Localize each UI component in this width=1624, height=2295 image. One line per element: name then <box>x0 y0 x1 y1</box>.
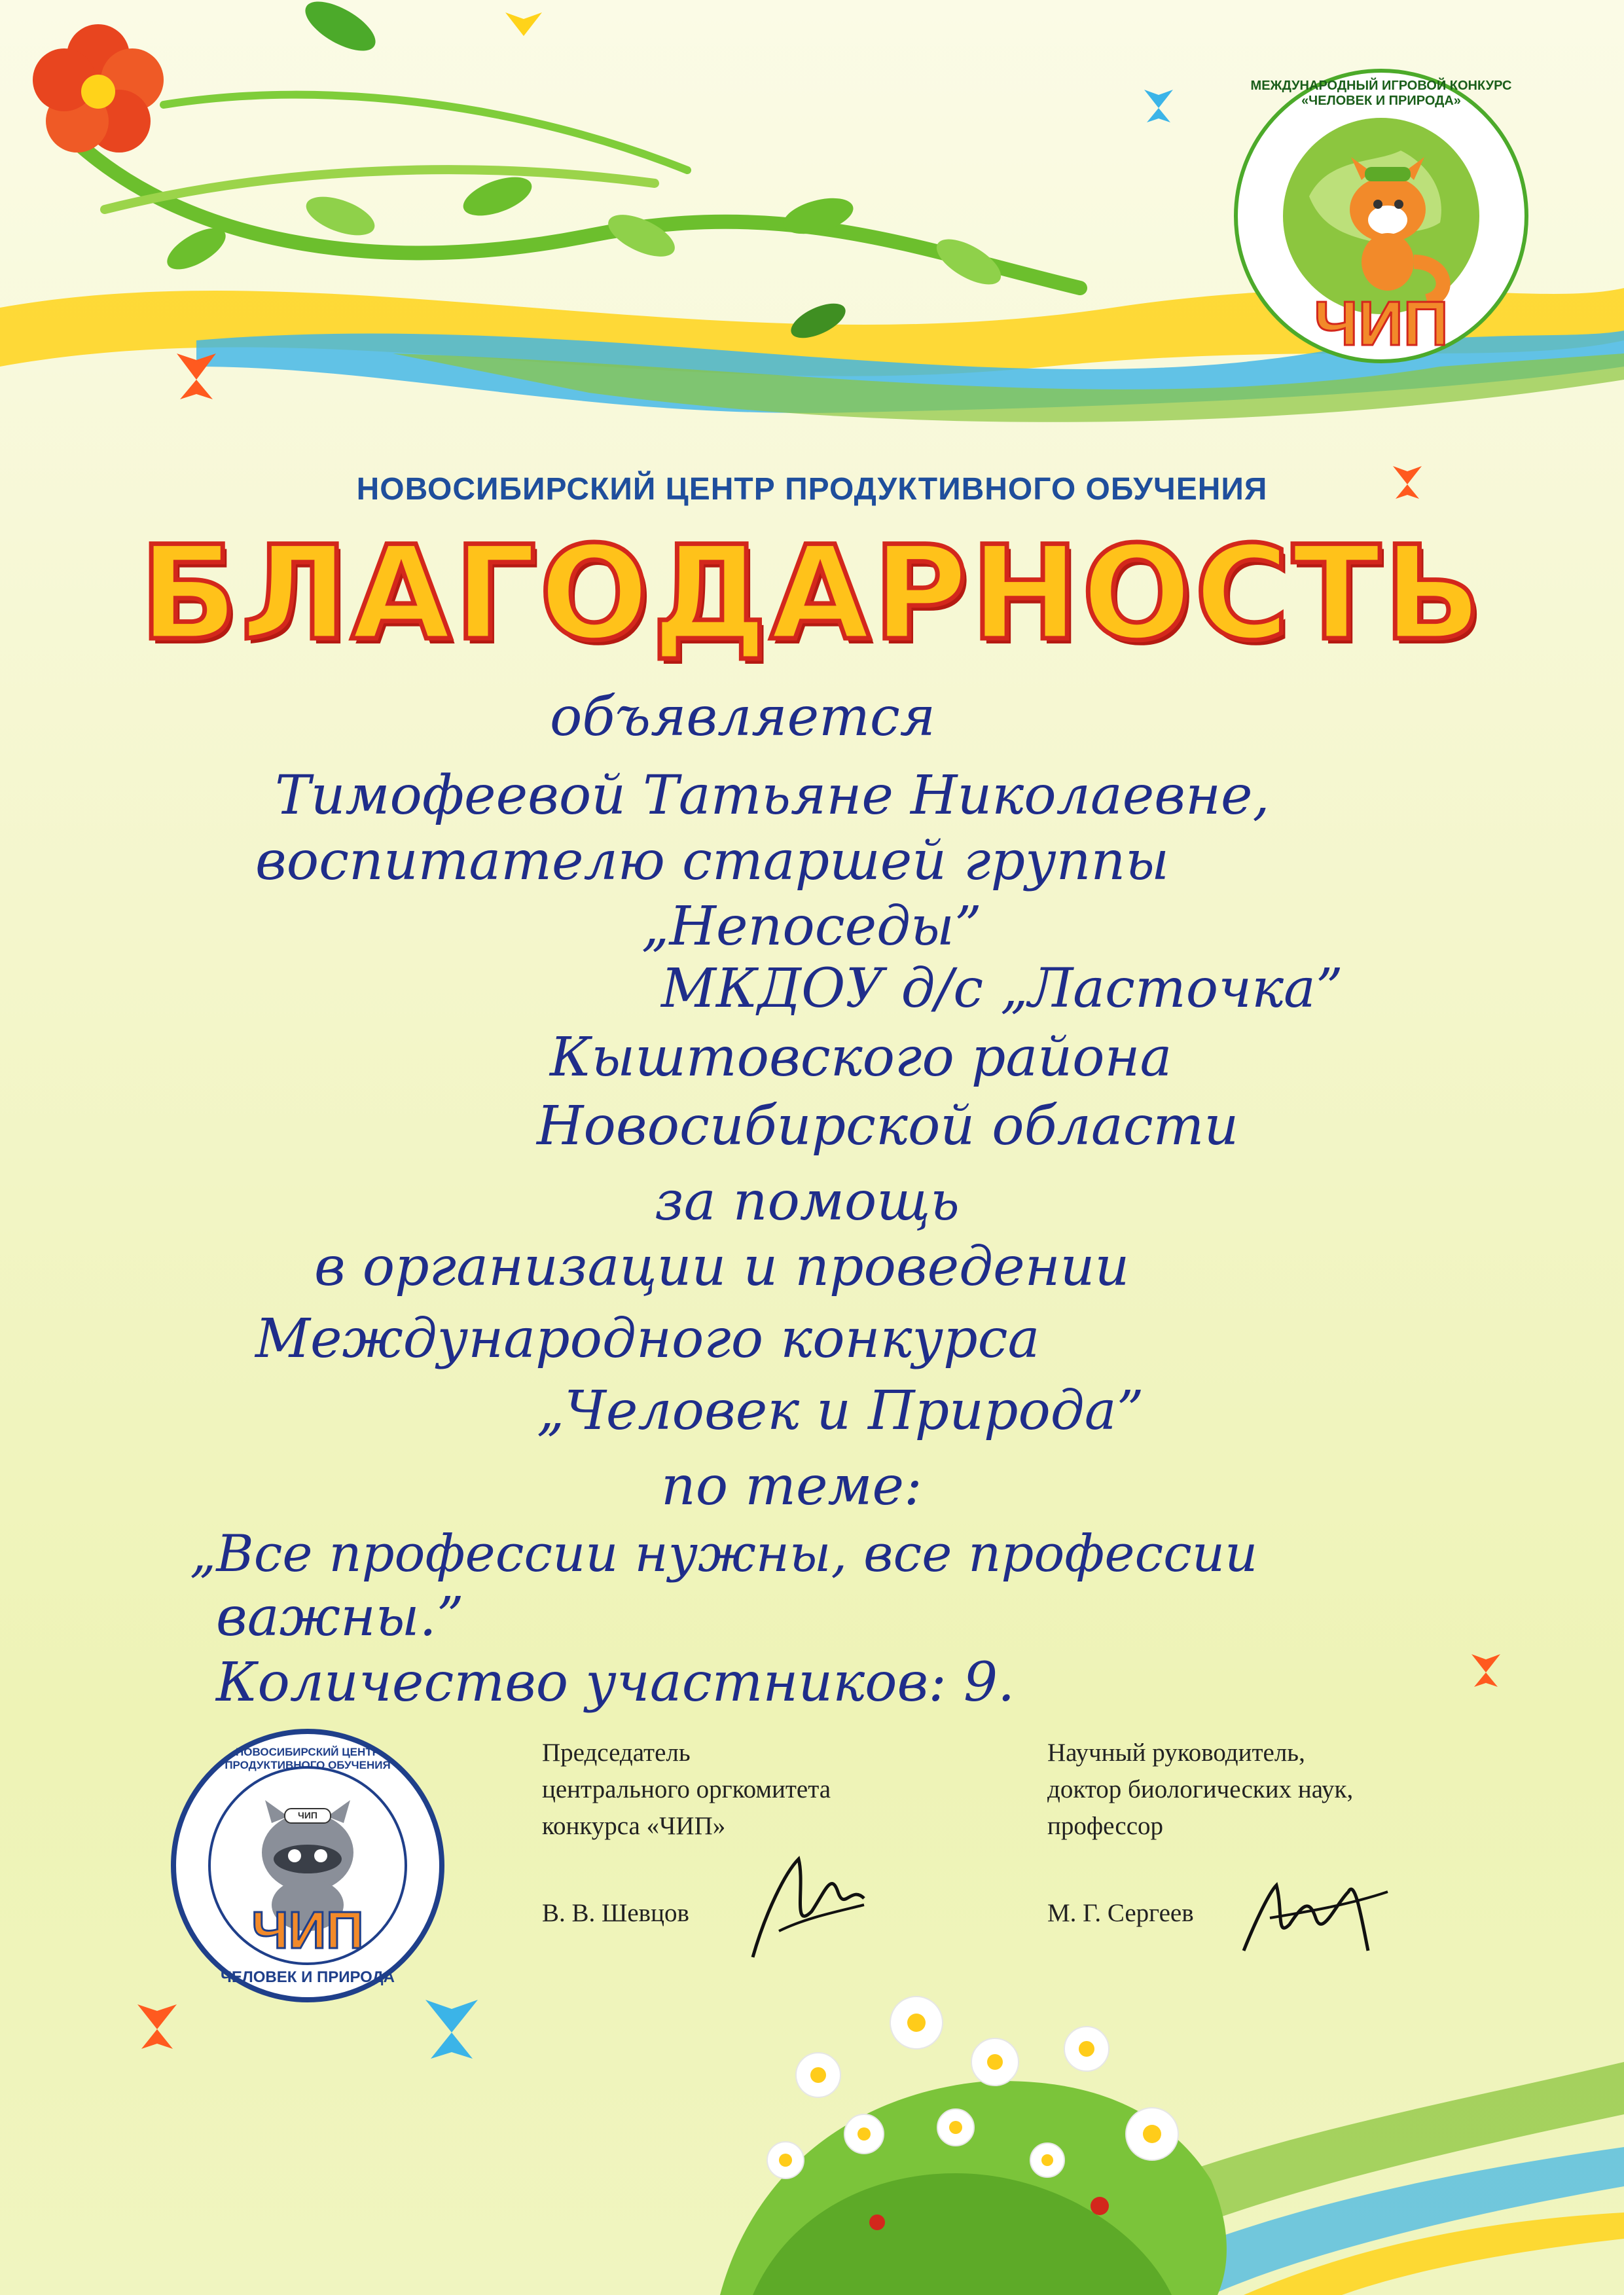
top-logo <box>1231 65 1532 367</box>
left-signatory-title <box>542 1735 831 1845</box>
top-logo-brand: ЧИП <box>1314 289 1449 359</box>
hand-line-2: Тимофеевой Татьяне Николаевне, <box>275 765 1270 827</box>
hand-line-15: Количество участников: 9. <box>216 1652 1015 1714</box>
left-signature <box>740 1833 877 1977</box>
left-signatory-line-1: Председатель <box>542 1739 691 1767</box>
hand-line-1: объявляется <box>550 686 936 748</box>
hand-line-9: в организации и проведении <box>314 1236 1130 1298</box>
hand-line-13: „Все профессии нужны, все профессии <box>190 1525 1258 1583</box>
hand-line-7: Новосибирской области <box>537 1095 1239 1157</box>
top-logo-ring-text: МЕЖДУНАРОДНЫЙ ИГРОВОЙ КОНКУРС «ЧЕЛОВЕК И ПРИРОДА» <box>1250 79 1512 108</box>
left-signatory-line-3: конкурса «ЧИП» <box>542 1812 726 1840</box>
right-signatory-line-3: профессор <box>1047 1812 1164 1840</box>
right-signatory-line-1: Научный руководитель, <box>1047 1739 1305 1767</box>
hand-line-6: Кыштовского района <box>550 1026 1172 1089</box>
bottom-logo <box>167 1725 448 2006</box>
hand-line-12: по теме: <box>661 1455 922 1517</box>
bottom-logo-ring-text: НОВОСИБИРСКИЙ ЦЕНТР ПРОДУКТИВНОГО ОБУЧЕНИЯ <box>225 1746 391 1771</box>
hand-line-8: за помощь <box>655 1170 960 1233</box>
hand-line-3: воспитателю старшей группы <box>255 830 1170 892</box>
left-signatory-line-2: центрального оргкомитета <box>542 1775 831 1803</box>
right-signature <box>1231 1852 1401 1970</box>
bottom-logo-brand: ЧИП <box>251 1901 364 1959</box>
hand-line-4: „Непоседы” <box>641 895 982 958</box>
hand-line-11: „Человек и Природа” <box>537 1380 1144 1442</box>
right-signatory-title <box>1047 1735 1353 1845</box>
bottom-logo-ring-bottom: ЧЕЛОВЕК И ПРИРОДА <box>221 1968 395 1986</box>
hand-line-10: Международного конкурса <box>255 1308 1040 1370</box>
right-signatory-name: М. Г. Сергеев <box>1047 1899 1194 1927</box>
hand-line-14: важны.” <box>216 1586 464 1648</box>
organization-name: НОВОСИБИРСКИЙ ЦЕНТР ПРОДУКТИВНОГО ОБУЧЕНИЯ <box>356 472 1268 507</box>
bottom-logo-cap-text: ЧИП <box>298 1810 317 1820</box>
hand-line-5: МКДОУ д/с „Ласточка” <box>661 958 1343 1020</box>
certificate-title: БЛАГОДАРНОСТЬ <box>139 518 1485 669</box>
left-signatory-name: В. В. Шевцов <box>542 1899 689 1927</box>
right-signatory-line-2: доктор биологических наук, <box>1047 1775 1354 1803</box>
